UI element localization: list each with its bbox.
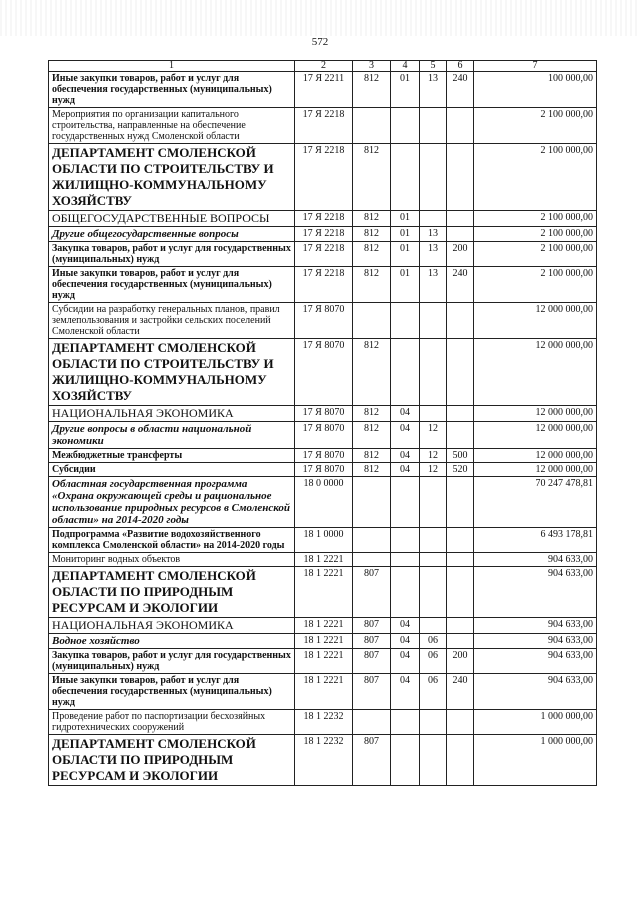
expense-type-cell bbox=[447, 710, 474, 735]
table-row bbox=[49, 553, 597, 567]
expense-type-cell bbox=[447, 108, 474, 144]
subsection-cell: 13 bbox=[420, 267, 447, 303]
amount-cell: 12 000 000,00 bbox=[474, 449, 597, 463]
amount-cell: 904 633,00 bbox=[474, 618, 597, 634]
table-row bbox=[49, 449, 597, 463]
subsection-cell: 06 bbox=[420, 634, 447, 649]
spending-unit-cell: 807 bbox=[353, 567, 391, 618]
column-header: 1 bbox=[49, 61, 295, 72]
spending-unit-cell bbox=[353, 477, 391, 528]
table-row bbox=[49, 735, 597, 786]
scan-noise bbox=[0, 0, 640, 36]
row-name-cell: ДЕПАРТАМЕНТ СМОЛЕНСКОЙ ОБЛАСТИ ПО ПРИРОДНЫМ РЕСУРСАМ И ЭКОЛОГИИ bbox=[49, 735, 295, 786]
column-header: 3 bbox=[353, 61, 391, 72]
expense-type-cell bbox=[447, 303, 474, 339]
section-cell bbox=[391, 710, 420, 735]
target-article-cell: 18 1 2221 bbox=[295, 649, 353, 674]
spending-unit-cell: 812 bbox=[353, 406, 391, 422]
spending-unit-cell: 807 bbox=[353, 735, 391, 786]
expense-type-cell: 240 bbox=[447, 674, 474, 710]
table-row bbox=[49, 634, 597, 649]
spending-unit-cell: 812 bbox=[353, 339, 391, 406]
subsection-cell bbox=[420, 710, 447, 735]
target-article-cell: 17 Я 2218 bbox=[295, 144, 353, 211]
row-name-cell: Мониторинг водных объектов bbox=[49, 553, 295, 567]
target-article-cell: 17 Я 2218 bbox=[295, 227, 353, 242]
section-cell: 04 bbox=[391, 463, 420, 477]
spending-unit-cell: 812 bbox=[353, 227, 391, 242]
row-name-cell: Иные закупки товаров, работ и услуг для обеспечения государственных (муниципальных) нужд bbox=[49, 72, 295, 108]
expense-type-cell bbox=[447, 477, 474, 528]
expense-type-cell: 240 bbox=[447, 72, 474, 108]
target-article-cell: 17 Я 8070 bbox=[295, 463, 353, 477]
spending-unit-cell bbox=[353, 528, 391, 553]
spending-unit-cell bbox=[353, 553, 391, 567]
target-article-cell: 18 1 2232 bbox=[295, 710, 353, 735]
amount-cell: 2 100 000,00 bbox=[474, 242, 597, 267]
subsection-cell: 12 bbox=[420, 449, 447, 463]
target-article-cell: 17 Я 2218 bbox=[295, 211, 353, 227]
section-cell bbox=[391, 528, 420, 553]
expense-type-cell bbox=[447, 735, 474, 786]
subsection-cell bbox=[420, 553, 447, 567]
row-name-cell: НАЦИОНАЛЬНАЯ ЭКОНОМИКА bbox=[49, 618, 295, 634]
amount-cell: 6 493 178,81 bbox=[474, 528, 597, 553]
row-name-cell: Иные закупки товаров, работ и услуг для обеспечения государственных (муниципальных) нужд bbox=[49, 674, 295, 710]
spending-unit-cell: 807 bbox=[353, 634, 391, 649]
expense-type-cell: 500 bbox=[447, 449, 474, 463]
spending-unit-cell bbox=[353, 108, 391, 144]
header-row bbox=[49, 61, 597, 72]
subsection-cell: 12 bbox=[420, 463, 447, 477]
column-header: 4 bbox=[391, 61, 420, 72]
spending-unit-cell: 812 bbox=[353, 463, 391, 477]
expense-type-cell: 200 bbox=[447, 242, 474, 267]
expense-type-cell bbox=[447, 528, 474, 553]
expense-type-cell bbox=[447, 422, 474, 449]
table-row bbox=[49, 72, 597, 108]
section-cell: 04 bbox=[391, 449, 420, 463]
expense-type-cell bbox=[447, 144, 474, 211]
target-article-cell: 18 1 2232 bbox=[295, 735, 353, 786]
subsection-cell bbox=[420, 567, 447, 618]
amount-cell: 2 100 000,00 bbox=[474, 108, 597, 144]
subsection-cell bbox=[420, 735, 447, 786]
section-cell: 01 bbox=[391, 211, 420, 227]
row-name-cell: Мероприятия по организации капитального строительства, направленные на обеспечение государственных нужд Смоленской области bbox=[49, 108, 295, 144]
row-name-cell: Проведение работ по паспортизации бесхозяйных гидротехнических сооружений bbox=[49, 710, 295, 735]
column-header: 6 bbox=[447, 61, 474, 72]
subsection-cell bbox=[420, 108, 447, 144]
expense-type-cell: 240 bbox=[447, 267, 474, 303]
spending-unit-cell: 807 bbox=[353, 618, 391, 634]
column-header: 2 bbox=[295, 61, 353, 72]
table-row bbox=[49, 528, 597, 553]
target-article-cell: 17 Я 2211 bbox=[295, 72, 353, 108]
target-article-cell: 17 Я 8070 bbox=[295, 303, 353, 339]
target-article-cell: 18 1 0000 bbox=[295, 528, 353, 553]
row-name-cell: Областная государственная программа «Охрана окружающей среды и рациональное использование природных ресурсов в Смоленской области» на 2014-2020 годы bbox=[49, 477, 295, 528]
table-row bbox=[49, 674, 597, 710]
target-article-cell: 18 1 2221 bbox=[295, 618, 353, 634]
section-cell bbox=[391, 553, 420, 567]
target-article-cell: 17 Я 2218 bbox=[295, 267, 353, 303]
table-row bbox=[49, 339, 597, 406]
table-row bbox=[49, 463, 597, 477]
subsection-cell bbox=[420, 528, 447, 553]
section-cell bbox=[391, 477, 420, 528]
target-article-cell: 18 1 2221 bbox=[295, 553, 353, 567]
page-number: 572 bbox=[311, 36, 329, 48]
subsection-cell: 13 bbox=[420, 227, 447, 242]
section-cell: 04 bbox=[391, 674, 420, 710]
expense-type-cell: 200 bbox=[447, 649, 474, 674]
table-row bbox=[49, 618, 597, 634]
amount-cell: 2 100 000,00 bbox=[474, 144, 597, 211]
section-cell bbox=[391, 339, 420, 406]
expense-type-cell bbox=[447, 634, 474, 649]
section-cell bbox=[391, 735, 420, 786]
section-cell: 01 bbox=[391, 242, 420, 267]
amount-cell: 2 100 000,00 bbox=[474, 211, 597, 227]
amount-cell: 904 633,00 bbox=[474, 674, 597, 710]
target-article-cell: 17 Я 2218 bbox=[295, 242, 353, 267]
table-row bbox=[49, 227, 597, 242]
spending-unit-cell: 812 bbox=[353, 242, 391, 267]
table-row bbox=[49, 710, 597, 735]
section-cell bbox=[391, 567, 420, 618]
section-cell: 04 bbox=[391, 618, 420, 634]
target-article-cell: 18 1 2221 bbox=[295, 634, 353, 649]
amount-cell: 1 000 000,00 bbox=[474, 735, 597, 786]
target-article-cell: 18 1 2221 bbox=[295, 567, 353, 618]
amount-cell: 100 000,00 bbox=[474, 72, 597, 108]
subsection-cell: 13 bbox=[420, 242, 447, 267]
table-row bbox=[49, 267, 597, 303]
amount-cell: 904 633,00 bbox=[474, 649, 597, 674]
amount-cell: 2 100 000,00 bbox=[474, 227, 597, 242]
expense-type-cell bbox=[447, 339, 474, 406]
target-article-cell: 17 Я 8070 bbox=[295, 422, 353, 449]
table-row bbox=[49, 422, 597, 449]
amount-cell: 904 633,00 bbox=[474, 553, 597, 567]
row-name-cell: Субсидии на разработку генеральных планов, правил землепользования и застройки сельских поселений Смоленской области bbox=[49, 303, 295, 339]
row-name-cell: ДЕПАРТАМЕНТ СМОЛЕНСКОЙ ОБЛАСТИ ПО ПРИРОДНЫМ РЕСУРСАМ И ЭКОЛОГИИ bbox=[49, 567, 295, 618]
row-name-cell: Другие вопросы в области национальной экономики bbox=[49, 422, 295, 449]
target-article-cell: 17 Я 8070 bbox=[295, 449, 353, 463]
table-row bbox=[49, 211, 597, 227]
spending-unit-cell bbox=[353, 710, 391, 735]
subsection-cell: 06 bbox=[420, 649, 447, 674]
subsection-cell bbox=[420, 211, 447, 227]
subsection-cell: 06 bbox=[420, 674, 447, 710]
subsection-cell bbox=[420, 144, 447, 211]
table-row bbox=[49, 649, 597, 674]
subsection-cell bbox=[420, 406, 447, 422]
section-cell: 01 bbox=[391, 227, 420, 242]
table-row bbox=[49, 303, 597, 339]
expense-type-cell bbox=[447, 227, 474, 242]
target-article-cell: 18 0 0000 bbox=[295, 477, 353, 528]
expense-type-cell: 520 bbox=[447, 463, 474, 477]
budget-table bbox=[48, 60, 597, 786]
section-cell bbox=[391, 144, 420, 211]
expense-type-cell bbox=[447, 567, 474, 618]
expense-type-cell bbox=[447, 618, 474, 634]
spending-unit-cell: 812 bbox=[353, 267, 391, 303]
table-row bbox=[49, 477, 597, 528]
spending-unit-cell: 812 bbox=[353, 449, 391, 463]
table-row bbox=[49, 108, 597, 144]
expense-type-cell bbox=[447, 211, 474, 227]
spending-unit-cell: 812 bbox=[353, 72, 391, 108]
column-header: 7 bbox=[474, 61, 597, 72]
expense-type-cell bbox=[447, 406, 474, 422]
spending-unit-cell: 812 bbox=[353, 422, 391, 449]
table-row bbox=[49, 567, 597, 618]
row-name-cell: Закупка товаров, работ и услуг для государственных (муниципальных) нужд bbox=[49, 649, 295, 674]
table-row bbox=[49, 242, 597, 267]
amount-cell: 2 100 000,00 bbox=[474, 267, 597, 303]
subsection-cell bbox=[420, 618, 447, 634]
subsection-cell bbox=[420, 303, 447, 339]
row-name-cell: Водное хозяйство bbox=[49, 634, 295, 649]
expense-type-cell bbox=[447, 553, 474, 567]
spending-unit-cell: 812 bbox=[353, 211, 391, 227]
amount-cell: 12 000 000,00 bbox=[474, 422, 597, 449]
row-name-cell: Подпрограмма «Развитие водохозяйственного комплекса Смоленской области» на 2014-2020 годы bbox=[49, 528, 295, 553]
section-cell bbox=[391, 108, 420, 144]
row-name-cell: Другие общегосударственные вопросы bbox=[49, 227, 295, 242]
amount-cell: 70 247 478,81 bbox=[474, 477, 597, 528]
amount-cell: 12 000 000,00 bbox=[474, 303, 597, 339]
amount-cell: 12 000 000,00 bbox=[474, 339, 597, 406]
section-cell: 04 bbox=[391, 634, 420, 649]
spending-unit-cell bbox=[353, 303, 391, 339]
subsection-cell: 13 bbox=[420, 72, 447, 108]
section-cell: 01 bbox=[391, 267, 420, 303]
section-cell: 04 bbox=[391, 649, 420, 674]
spending-unit-cell: 807 bbox=[353, 674, 391, 710]
amount-cell: 12 000 000,00 bbox=[474, 406, 597, 422]
table-row bbox=[49, 144, 597, 211]
spending-unit-cell: 807 bbox=[353, 649, 391, 674]
section-cell bbox=[391, 303, 420, 339]
row-name-cell: Субсидии bbox=[49, 463, 295, 477]
row-name-cell: Межбюджетные трансферты bbox=[49, 449, 295, 463]
amount-cell: 904 633,00 bbox=[474, 634, 597, 649]
target-article-cell: 18 1 2221 bbox=[295, 674, 353, 710]
subsection-cell bbox=[420, 477, 447, 528]
amount-cell: 12 000 000,00 bbox=[474, 463, 597, 477]
subsection-cell bbox=[420, 339, 447, 406]
row-name-cell: Иные закупки товаров, работ и услуг для обеспечения государственных (муниципальных) нужд bbox=[49, 267, 295, 303]
target-article-cell: 17 Я 8070 bbox=[295, 406, 353, 422]
section-cell: 04 bbox=[391, 422, 420, 449]
amount-cell: 1 000 000,00 bbox=[474, 710, 597, 735]
table-body bbox=[49, 72, 597, 786]
column-header: 5 bbox=[420, 61, 447, 72]
target-article-cell: 17 Я 8070 bbox=[295, 339, 353, 406]
row-name-cell: Закупка товаров, работ и услуг для государственных (муниципальных) нужд bbox=[49, 242, 295, 267]
row-name-cell: НАЦИОНАЛЬНАЯ ЭКОНОМИКА bbox=[49, 406, 295, 422]
section-cell: 01 bbox=[391, 72, 420, 108]
amount-cell: 904 633,00 bbox=[474, 567, 597, 618]
table-row bbox=[49, 406, 597, 422]
row-name-cell: ДЕПАРТАМЕНТ СМОЛЕНСКОЙ ОБЛАСТИ ПО СТРОИТЕЛЬСТВУ И ЖИЛИЩНО-КОММУНАЛЬНОМУ ХОЗЯЙСТВУ bbox=[49, 144, 295, 211]
section-cell: 04 bbox=[391, 406, 420, 422]
row-name-cell: ОБЩЕГОСУДАРСТВЕННЫЕ ВОПРОСЫ bbox=[49, 211, 295, 227]
row-name-cell: ДЕПАРТАМЕНТ СМОЛЕНСКОЙ ОБЛАСТИ ПО СТРОИТЕЛЬСТВУ И ЖИЛИЩНО-КОММУНАЛЬНОМУ ХОЗЯЙСТВУ bbox=[49, 339, 295, 406]
spending-unit-cell: 812 bbox=[353, 144, 391, 211]
target-article-cell: 17 Я 2218 bbox=[295, 108, 353, 144]
subsection-cell: 12 bbox=[420, 422, 447, 449]
